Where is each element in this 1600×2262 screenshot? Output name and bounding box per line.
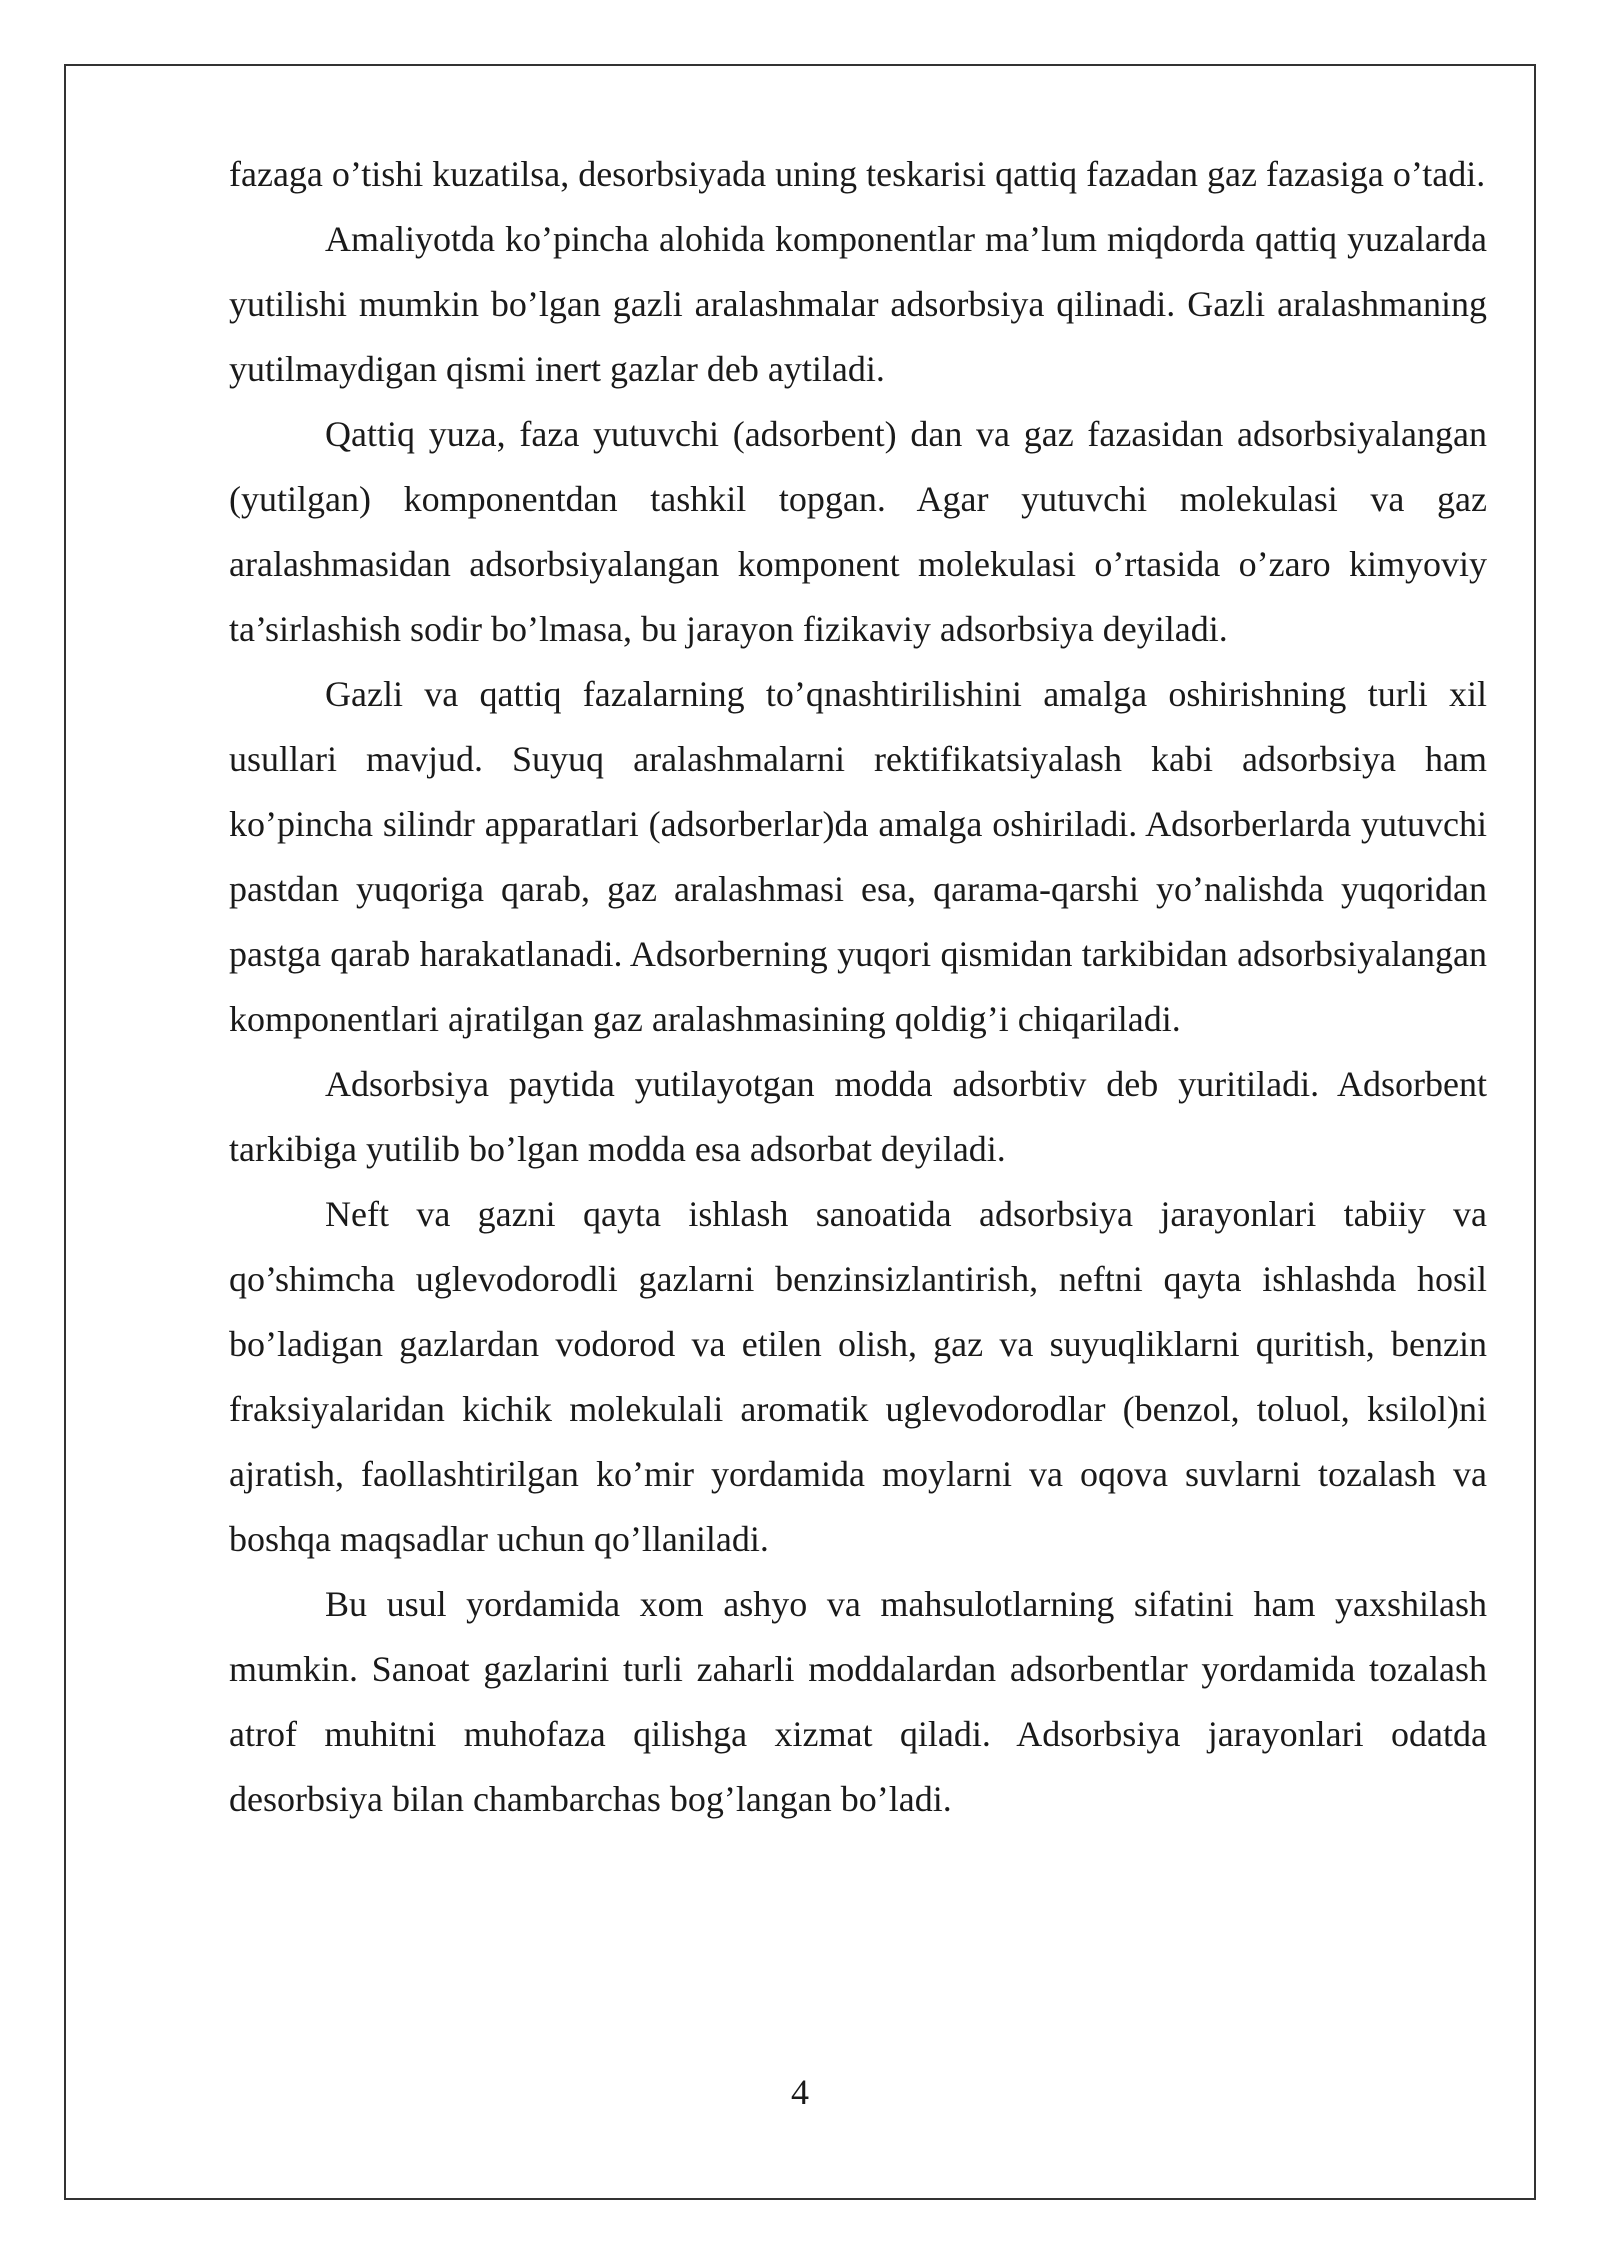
paragraph: Qattiq yuza, faza yutuvchi (adsorbent) dan va gaz fazasidan adsorbsiyalangan (yutilgan) komponentdan tashkil topgan. Agar yutuvchi molekulasi va gaz aralashmasidan adsorbsiyalangan komponent molekulasi o’rtasida o’zaro kimyoviy ta’sirlashish sodir bo’lmasa, bu jarayon fizikaviy adsorbsiya deyiladi.: [229, 414, 1487, 649]
paragraph: Amaliyotda ko’pincha alohida komponentlar ma’lum miqdorda qattiq yuzalarda yutilishi mumkin bo’lgan gazli aralashmalar adsorbsiya qilinadi. Gazli aralashmaning yutilmaydigan qismi inert gazlar deb aytiladi.: [229, 219, 1487, 389]
paragraph: Bu usul yordamida xom ashyo va mahsulotlarning sifatini ham yaxshilash mumkin. Sanoat gazlarini turli zaharli moddalardan adsorbentlar yordamida tozalash atrof muhitni muhofaza qilishga xizmat qiladi. Adsorbsiya jarayonlari odatda desorbsiya bilan chambarchas bog’langan bo’ladi.: [229, 1584, 1487, 1819]
paragraph-continuation: fazaga o’tishi kuzatilsa, desorbsiyada uning teskarisi qattiq fazadan gaz fazasiga o’tadi.: [229, 154, 1486, 194]
paragraph: Gazli va qattiq fazalarning to’qnashtirilishini amalga oshirishning turli xil usullari mavjud. Suyuq aralashmalarni rektifikatsiyalash kabi adsorbsiya ham ko’pincha silindr apparatlari (adsorberlar)da amalga oshiriladi. Adsorberlarda yutuvchi pastdan yuqoriga qarab, gaz aralashmasi esa, qarama-qarshi yo’nalishda yuqoridan pastga qarab harakatlanadi. Adsorberning yuqori qismidan tarkibidan adsorbsiyalangan komponentlari ajratilgan gaz aralashmasining qoldig’i chiqariladi.: [229, 674, 1487, 1039]
paragraph: Adsorbsiya paytida yutilayotgan modda adsorbtiv deb yuritiladi. Adsorbent tarkibiga yutilib bo’lgan modda esa adsorbat deyiladi.: [229, 1064, 1487, 1169]
page-number: 4: [791, 2072, 809, 2112]
document-body: [229, 142, 1487, 1832]
paragraph: Neft va gazni qayta ishlash sanoatida adsorbsiya jarayonlari tabiiy va qo’shimcha uglevodorodli gazlarni benzinsizlantirish, neftni qayta ishlashda hosil bo’ladigan gazlardan vodorod va etilen olish, gaz va suyuqliklarni quritish, benzin fraksiyalaridan kichik molekulali aromatik uglevodorodlar (benzol, toluol, ksilol)ni ajratish, faollashtirilgan ko’mir yordamida moylarni va oqova suvlarni tozalash va boshqa maqsadlar uchun qo’llaniladi.: [229, 1194, 1487, 1559]
